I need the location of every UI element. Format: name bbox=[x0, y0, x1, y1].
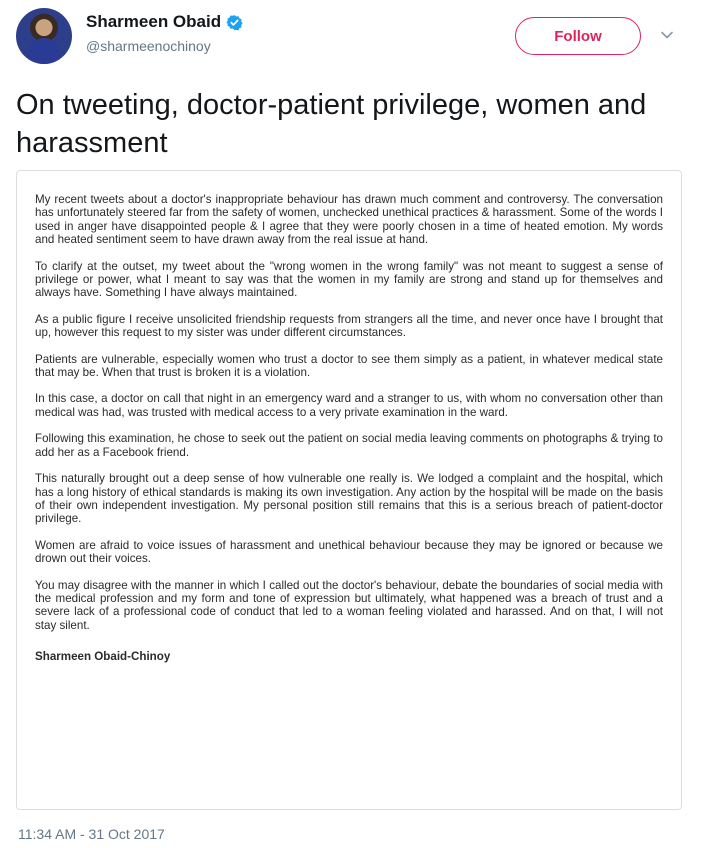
letter-image[interactable] bbox=[16, 170, 682, 810]
tweet-header bbox=[0, 0, 720, 72]
chevron-down-icon[interactable] bbox=[660, 28, 674, 42]
user-handle[interactable]: @sharmeenochinoy bbox=[86, 38, 211, 54]
letter-paragraph: This naturally brought out a deep sense of how vulnerable one really is. We lodged a complaint and the hospital, which has a long history of ethical standards is making its own investigation. Any action by the hospital will be made on the basis of their own independent investigation. My personal position still remains that this is a serious breach of patient-doctor privilege. bbox=[35, 472, 663, 526]
tweet-timestamp[interactable]: 11:34 AM - 31 Oct 2017 bbox=[18, 826, 165, 842]
letter-paragraph: Women are afraid to voice issues of harassment and unethical behaviour because they may be ignored or because we drown out their voices. bbox=[35, 538, 663, 566]
follow-button[interactable]: Follow bbox=[515, 17, 641, 55]
letter-paragraph: As a public figure I receive unsolicited friendship requests from strangers all the time, and never once have I brought that up, however this request to my sister was under different circumstances. bbox=[35, 312, 663, 340]
name-row bbox=[86, 12, 243, 32]
letter-paragraph: My recent tweets about a doctor's inappropriate behaviour has drawn much comment and controversy. The conversation has unfortunately steered far from the safety of women, unchecked unethical practices & harassment. Some of the words I used in anger have disappointed people & I agree that they were poorly chosen in a time of heated emotion. My words and heated sentiment seem to have drawn away from the real issue at hand. bbox=[35, 193, 663, 247]
verified-badge-icon bbox=[226, 14, 243, 31]
tweet-text: On tweeting, doctor-patient privilege, women and harassment bbox=[16, 89, 647, 159]
letter-paragraph: Patients are vulnerable, especially women who trust a doctor to see them simply as a patient, in whatever medical state that may be. When that trust is broken it is a violation. bbox=[35, 352, 663, 380]
display-name[interactable]: Sharmeen Obaid bbox=[86, 12, 222, 31]
letter-paragraph: You may disagree with the manner in which I called out the doctor's behaviour, debate the boundaries of social media with the medical profession and my form and tone of expression but ultimately, what happened was a breach of trust and a severe lack of a professional code of conduct that led to a woman feeling violated and harassed. And on that, I will not stay silent. bbox=[35, 578, 663, 632]
letter-paragraph: Following this examination, he chose to seek out the patient on social media leaving comments on photographs & trying to add her as a Facebook friend. bbox=[35, 432, 663, 459]
letter-signature: Sharmeen Obaid-Chinoy bbox=[35, 650, 171, 664]
letter-paragraph: To clarify at the outset, my tweet about the "wrong women in the wrong family" was not meant to suggest a sense of privilege or power, what I meant to say was that the women in my family are strong and stand up for themselves and always have. Something I have always maintained. bbox=[35, 259, 663, 300]
avatar[interactable] bbox=[16, 8, 72, 64]
letter-paragraph: In this case, a doctor on call that night in an emergency ward and a stranger to us, with whom no conversation other than medical was had, was trusted with medical access to a very private examination in the ward. bbox=[35, 392, 663, 419]
